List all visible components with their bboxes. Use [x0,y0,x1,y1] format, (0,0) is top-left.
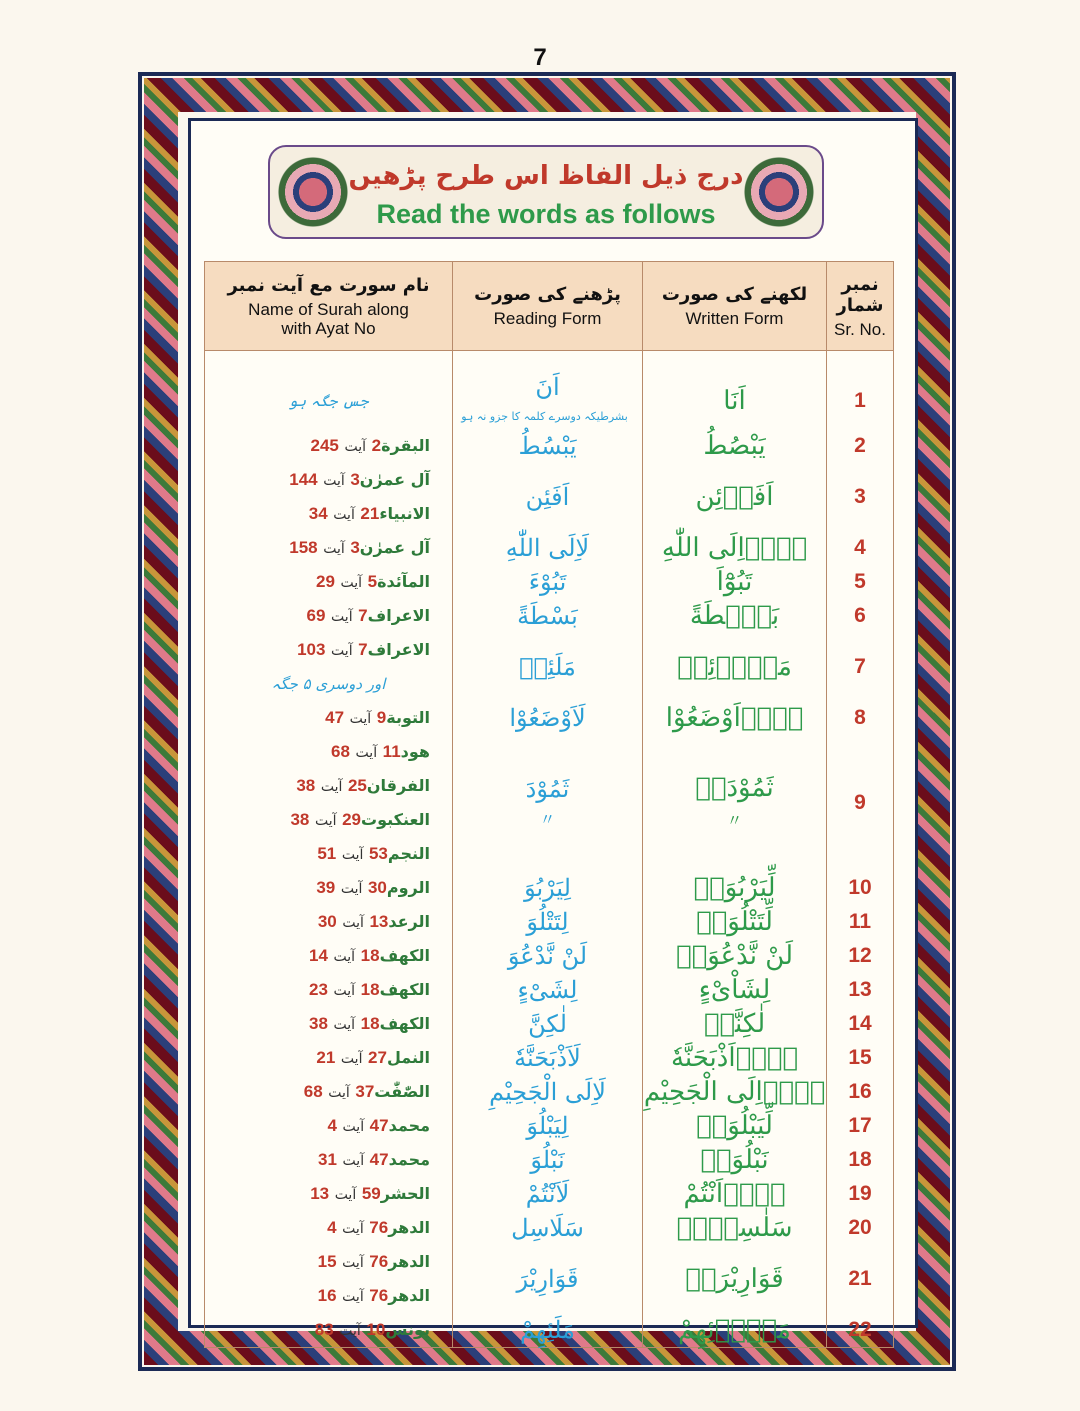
reading-form-cell [453,735,643,871]
ayat-number: 16 [317,1286,337,1305]
ayat-number: 38 [309,1014,328,1033]
ayat-number: 4 [327,1116,337,1135]
written-form-text: لِّيَرْبُوَا۠ [693,873,776,903]
surah-number: 7 [358,606,368,625]
reading-form-cell [453,871,643,905]
surah-name: الدهر [388,1218,430,1237]
title-banner [268,145,824,239]
surah-name: آل عمرٰن [359,538,430,557]
reading-form-cell [453,1211,643,1245]
written-form-text: لَاۡاَذْبَحَنَّهٗ [670,1043,799,1073]
surah-number: 37 [355,1082,375,1101]
ayat-label: آیت [333,949,356,965]
written-form-cell [643,1245,827,1313]
surah-number: 27 [368,1048,387,1067]
ayat-label: آیت [314,813,337,829]
page-number: 7 [533,44,547,71]
surah-name: الاعراف [367,640,430,659]
reading-form-cell [453,599,643,633]
surah-note: اور دوسری ۵ جگہ [271,675,386,693]
ayat-number: 68 [303,1082,323,1101]
surah-cell [205,973,453,1007]
written-form-cell [643,701,827,735]
table-row [205,871,894,905]
table-row [205,1245,894,1279]
written-form-text: بَصْۜطَةً [689,601,780,631]
banner-english-title: Read the words as follows [376,199,716,229]
surah-number: 21 [360,504,380,523]
written-form-cell [643,633,827,701]
surah-note: جس جگہ ہو [288,392,369,410]
sr-number: 14 [827,1007,894,1041]
spacer-row [205,351,894,374]
reading-form-text: سَلَاسِل [511,1214,584,1242]
surah-name: النمل [386,1048,430,1067]
surah-number: 13 [369,912,389,931]
sr-number: 9 [827,735,894,871]
surah-name: محمد [388,1116,430,1135]
written-form-cell [643,429,827,463]
ditto-mark: 〃 [726,811,743,830]
surah-name: الدهر [388,1286,430,1305]
written-form-text: لَاۡاِلَى الْجَحِيْمِ [643,1077,826,1107]
ayat-label: آیت [355,745,378,761]
words-table [204,261,894,1348]
written-form-text: لَنْ نَّدْعُوَا۠ [675,941,793,971]
table-row [205,1041,894,1075]
surah-number: 18 [360,946,380,965]
surah-name: الروم [386,878,430,897]
ayat-label: آیت [333,1017,356,1033]
table-row [205,531,894,565]
reading-form-cell [453,429,643,463]
surah-name: الكهف [379,1014,430,1033]
reading-form-cell [453,1075,643,1109]
ayat-label: آیت [342,1289,364,1305]
surah-name: الكهف [379,980,430,999]
ayat-number: 68 [331,742,350,761]
table-row [205,1143,894,1177]
table-row [205,599,894,633]
ayat-label: آیت [331,609,353,625]
table-row [205,429,894,463]
ayat-number: 51 [317,844,337,863]
surah-name: الكهف [379,946,430,965]
surah-name: الحشر [380,1184,430,1203]
reading-form-cell [453,1109,643,1143]
surah-name: الدهر [388,1252,430,1271]
reading-form-cell [453,463,643,531]
reading-form-cell [453,565,643,599]
surah-name: النجم [387,844,430,863]
ayat-number: 69 [306,606,326,625]
surah-cell [205,1313,453,1348]
ayat-number: 34 [308,504,328,523]
written-form-text: نَبْلُوَا۠ [700,1145,769,1175]
table-row [205,905,894,939]
table-row [205,373,894,429]
reading-form-text: اَفَئِن [525,483,570,511]
reading-form-text: مَلَئِهٖ [519,653,576,681]
sr-number: 4 [827,531,894,565]
surah-name: الانبیاء [379,504,430,523]
reading-form-text: لَاَذْبَحَنَّهٗ [514,1044,581,1072]
surah-cell [205,599,453,633]
surah-number: 29 [342,810,361,829]
ayat-number: 38 [290,810,310,829]
surah-cell [205,633,453,667]
reading-form-cell [453,1245,643,1313]
written-form-cell [643,735,827,871]
reading-form-cell [453,373,643,429]
surah-cell [205,531,453,565]
surah-cell [205,565,453,599]
written-form-cell [643,1177,827,1211]
surah-cell [205,803,453,837]
ayat-label: آیت [340,575,363,591]
written-form-text: لِّيَبْلُوَا۠ [696,1111,773,1141]
banner-urdu-title: درج ذیل الفاظ اس طرح پڑھیں [348,161,744,191]
table-body [205,351,894,1348]
reading-form-cell [453,1007,643,1041]
written-form-cell [643,973,827,1007]
ayat-label: آیت [333,507,355,523]
ayat-label: آیت [331,643,353,659]
surah-number: 76 [369,1218,389,1237]
ayat-label: آیت [341,847,364,863]
reading-form-text: لِيَبْلُوَ [526,1112,569,1140]
ayat-label: آیت [342,915,364,931]
sr-number: 10 [827,871,894,905]
sr-number: 17 [827,1109,894,1143]
surah-name: الرعد [388,912,430,931]
written-form-cell [643,599,827,633]
ayat-number: 144 [289,470,318,489]
written-form-text: لِّتَتْلُوَا۠ [696,907,773,937]
written-form-text: مَلَا۠ئِهٖ [677,652,792,682]
reading-form-text: لَاِلَى الْجَحِيْمِ [489,1078,606,1106]
reading-form-cell [453,1313,643,1348]
table-row [205,973,894,1007]
written-form-cell [643,1075,827,1109]
reading-form-cell [453,973,643,1007]
written-form-cell [643,1007,827,1041]
ayat-label: آیت [342,1255,364,1271]
header-sr-no: نمبر شمار Sr. No. [827,262,894,351]
written-form-cell [643,871,827,905]
written-form-cell [643,1211,827,1245]
surah-name: يونس [385,1320,430,1339]
written-form-cell [643,1143,827,1177]
surah-name: الاعراف [367,606,430,625]
reading-form-text: ثَمُوْدَ [525,775,570,803]
written-form-text: قَوَارِيْرَا۠ [685,1264,784,1294]
ayat-label: آیت [334,1187,357,1203]
ayat-label: آیت [340,1051,363,1067]
surah-cell [205,1245,453,1279]
surah-cell [205,1279,453,1313]
surah-number: 10 [366,1320,386,1339]
table-row [205,1109,894,1143]
table-row [205,463,894,497]
surah-number: 18 [360,980,380,999]
surah-cell [205,701,453,735]
sr-number: 1 [827,373,894,429]
ayat-number: 103 [297,640,326,659]
ayat-label: آیت [323,541,345,557]
written-form-text: اَنَا [723,386,746,416]
sr-number: 22 [827,1313,894,1348]
sr-number: 15 [827,1041,894,1075]
header-surah: نام سورت مع آیت نمبر Name of Surah along with Ayat No [205,262,453,351]
written-form-text: لَاۡاِلَى اللّٰهِ [661,533,808,563]
ayat-label: آیت [342,1153,365,1169]
table-row [205,939,894,973]
ayat-label: آیت [342,1119,365,1135]
written-form-text: يَبْصُطُ [703,431,766,461]
table-row [205,565,894,599]
surah-cell [205,735,453,769]
reading-form-text: لٰكِنَّ [528,1010,567,1038]
ayat-label: آیت [323,473,345,489]
sr-number: 12 [827,939,894,973]
sr-number: 13 [827,973,894,1007]
surah-cell [205,1211,453,1245]
surah-number: 9 [376,708,387,727]
spacer-cell [205,351,453,374]
surah-name: هود [400,742,430,761]
surah-number: 59 [361,1184,381,1203]
surah-number: 2 [371,436,382,455]
ayat-label: آیت [342,1221,364,1237]
ayat-number: 4 [327,1218,337,1237]
spacer-cell [643,351,827,374]
reading-form-text: لِيَرْبُوَ [524,874,571,902]
sr-number: 6 [827,599,894,633]
surah-cell [205,1007,453,1041]
reading-form-note: بشرطیکہ دوسرے کلمہ کا جزو نہ ہو [461,410,628,423]
written-form-text: اَفَاۡئِن [695,482,774,512]
ayat-number: 14 [309,946,328,965]
table-row [205,1007,894,1041]
surah-number: 53 [368,844,388,863]
sr-number: 20 [827,1211,894,1245]
ayat-number: 83 [314,1320,334,1339]
ayat-label: آیت [333,983,356,999]
surah-name: التوبة [386,708,430,727]
written-form-text: سَلٰسِلَا۠ [676,1213,793,1243]
ayat-number: 30 [317,912,337,931]
reading-form-text: لَاَوْضَعُوْا [509,704,586,732]
table-row [205,735,894,769]
surah-name: العنكبوت [361,810,430,829]
table-row [205,1177,894,1211]
ayat-number: 15 [317,1252,337,1271]
reading-form-cell [453,1143,643,1177]
reading-form-text: لِتَتْلُوَ [526,908,569,936]
reading-form-text: لَاَنْتُمْ [525,1180,570,1208]
reading-form-cell [453,939,643,973]
surah-cell [205,1177,453,1211]
reading-form-text: تَبُوْءَ [528,568,567,596]
sr-number: 19 [827,1177,894,1211]
reading-form-text: نَبْلُوَ [530,1146,565,1174]
written-form-text: ثَمُوْدَا۟ [695,773,774,803]
table-row [205,701,894,735]
table-row [205,1075,894,1109]
reading-form-cell [453,531,643,565]
surah-number: 18 [360,1014,380,1033]
written-form-text: لِشَاْیْءٍ [698,975,771,1005]
reading-form-text: لِشَیْءٍ [517,976,578,1004]
written-form-cell [643,1109,827,1143]
surah-number: 25 [347,776,367,795]
header-reading-form: پڑھنے کی صورت Reading Form [453,262,643,351]
surah-cell [205,871,453,905]
surah-cell [205,905,453,939]
surah-cell [205,1143,453,1177]
ayat-label: آیت [328,1085,350,1101]
table-row [205,1313,894,1348]
written-form-cell [643,905,827,939]
surah-name: المآئدة [377,572,430,591]
sr-number: 11 [827,905,894,939]
ayat-number: 21 [316,1048,336,1067]
header-written-form: لکھنے کی صورت Written Form [643,262,827,351]
sr-number: 18 [827,1143,894,1177]
ayat-number: 245 [310,436,339,455]
reading-form-text: قَوَارِيْرَ [516,1265,579,1293]
surah-cell [205,463,453,497]
surah-number: 3 [350,470,360,489]
written-form-cell [643,1313,827,1348]
ayat-label: آیت [320,779,343,795]
reading-form-text: بَسْطَةً [517,602,578,630]
sr-number: 3 [827,463,894,531]
surah-number: 76 [369,1252,389,1271]
reading-form-text: يَبْسُطُ [518,432,577,460]
reading-form-cell [453,1177,643,1211]
ayat-number: 47 [325,708,345,727]
surah-name: آل عمرٰن [359,470,430,489]
reading-form-text: لَنْ نَّدْعُوَ [507,942,588,970]
written-form-cell [643,463,827,531]
surah-cell [205,837,453,871]
ayat-number: 31 [318,1150,337,1169]
sr-number: 7 [827,633,894,701]
written-form-cell [643,565,827,599]
reading-form-text: مَلَئِهِمْ [519,1316,576,1344]
ayat-number: 29 [315,572,335,591]
surah-number: 47 [369,1150,389,1169]
surah-number: 5 [367,572,378,591]
surah-number: 30 [367,878,387,897]
ayat-label: آیت [344,439,367,455]
written-form-text: مَلَا۠ئِهِمْ [678,1315,791,1345]
ayat-label: آیت [340,881,363,897]
written-form-text: لَاۡاَوْضَعُوْا [665,703,804,733]
surah-cell [205,497,453,531]
surah-cell [205,939,453,973]
surah-number: 11 [382,742,401,761]
sr-number: 8 [827,701,894,735]
reading-form-cell [453,905,643,939]
sr-number: 2 [827,429,894,463]
surah-number: 7 [358,640,368,659]
table-row [205,1211,894,1245]
ayat-number: 23 [309,980,328,999]
surah-cell [205,373,453,429]
surah-name: الصّٰفّٰت [374,1082,430,1101]
written-form-text: لٰكِنَّا۠ [703,1009,766,1039]
surah-number: 3 [350,538,360,557]
written-form-text: لَاۡاَنْتُمْ [683,1179,786,1209]
ditto-mark: 〃 [539,810,556,829]
surah-cell [205,429,453,463]
reading-form-text: اَنَ [535,373,560,401]
written-form-text: تَبُوْٓاَ [716,567,753,597]
reading-form-text: لَاِلَى اللّٰهِ [505,534,590,562]
surah-name: الفرقان [366,776,430,795]
surah-number: 47 [369,1116,389,1135]
sr-number: 5 [827,565,894,599]
spacer-cell [453,351,643,374]
ayat-number: 39 [316,878,336,897]
ayat-number: 38 [296,776,316,795]
surah-cell [205,1109,453,1143]
surah-cell [205,1041,453,1075]
written-form-cell [643,531,827,565]
surah-name: البقرة [381,436,430,455]
table-row [205,633,894,667]
surah-cell [205,667,453,701]
reading-form-cell [453,1041,643,1075]
written-form-cell [643,1041,827,1075]
reading-form-cell [453,633,643,701]
ayat-label: آیت [339,1323,361,1339]
sr-number: 16 [827,1075,894,1109]
reading-form-cell [453,701,643,735]
written-form-cell [643,373,827,429]
spacer-cell [827,351,894,374]
ayat-number: 13 [310,1184,330,1203]
written-form-cell [643,939,827,973]
surah-name: محمد [388,1150,430,1169]
surah-cell [205,1075,453,1109]
ayat-number: 158 [289,538,318,557]
surah-cell [205,769,453,803]
sr-number: 21 [827,1245,894,1313]
ayat-label: آیت [349,711,372,727]
table-header-row [205,262,894,351]
surah-number: 76 [369,1286,389,1305]
